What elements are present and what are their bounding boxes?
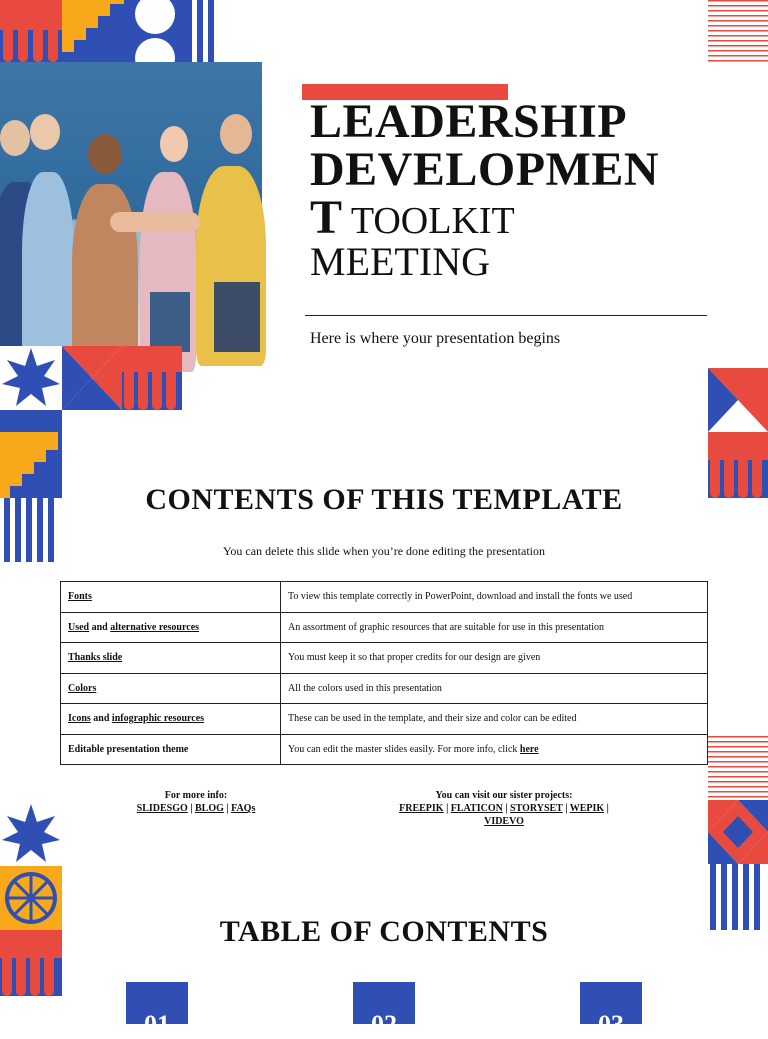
decor-right-lower — [708, 800, 768, 930]
table-cell-label — [61, 673, 281, 704]
freepik-link[interactable]: FREEPIK — [399, 803, 444, 814]
contents-table — [60, 581, 708, 765]
red-pill-pattern — [0, 0, 62, 62]
more-info-label: For more info: — [164, 790, 228, 801]
table-row — [61, 704, 708, 735]
here-link[interactable]: here — [519, 743, 539, 755]
faqs-link[interactable]: FAQs — [231, 803, 256, 814]
toc-number-box: 03 — [580, 982, 642, 1024]
table-cell-desc — [281, 734, 708, 765]
table-cell-desc: You must keep it so that proper credits for our design are given — [281, 643, 708, 674]
storyset-link[interactable]: STORYSET — [510, 803, 563, 814]
table-cell-desc: All the colors used in this presentation — [281, 673, 708, 704]
toc-heading: TABLE OF CONTENTS — [219, 915, 549, 948]
alternative-resources-link[interactable]: alternative resources — [110, 621, 200, 633]
wepik-link[interactable]: WEPIK — [569, 803, 605, 814]
circle-pattern — [124, 0, 186, 62]
used-link[interactable]: Used — [68, 621, 90, 633]
contents-heading: CONTENTS OF THIS TEMPLATE — [145, 483, 623, 516]
table-cell-label — [61, 612, 281, 643]
separator-trailing: | — [604, 803, 609, 814]
separator: | — [187, 803, 195, 814]
separator: | — [443, 803, 451, 814]
sister-projects-links-2 — [378, 815, 630, 828]
blog-link[interactable]: BLOG — [194, 803, 224, 814]
decor-top-left — [0, 0, 218, 62]
red-lines-right-lower — [708, 736, 768, 800]
stairs-pattern — [62, 0, 124, 62]
flaticon-link[interactable]: FLATICON — [450, 803, 503, 814]
team-photo — [0, 62, 262, 346]
decor-right-middle — [708, 368, 768, 498]
colors-link[interactable]: Colors — [68, 682, 97, 694]
sister-projects — [378, 789, 630, 828]
table-row — [61, 582, 708, 613]
title-line-3-bold: T — [310, 191, 343, 244]
title-line-4: MEETING — [310, 239, 490, 284]
separator: | — [502, 803, 511, 814]
title-line-2: DEVELOPMEN — [310, 143, 660, 196]
slidesgo-link[interactable]: SLIDESGO — [136, 803, 188, 814]
icons-link[interactable]: Icons — [68, 713, 91, 725]
desc-text: You can edit the master slides easily. For more info, click — [288, 743, 520, 755]
separator: | — [562, 803, 570, 814]
table-cell-label — [61, 643, 281, 674]
infographic-resources-link[interactable]: infographic resources — [111, 713, 205, 725]
title-line-3-thin: TOOLKIT — [342, 200, 515, 242]
table-cell-desc: To view this template correctly in PowerPoint, download and install the fonts we used — [281, 582, 708, 613]
more-info-links — [110, 802, 282, 815]
table-cell-label — [61, 704, 281, 735]
contents-subtitle: You can delete this slide when you’re done editing the presentation — [222, 544, 546, 558]
table-row — [61, 734, 708, 765]
toc-number-box: 01 — [126, 982, 188, 1024]
decor-left-bottom — [0, 802, 62, 1024]
table-row — [61, 673, 708, 704]
label-connector: and — [90, 713, 112, 725]
videvo-link[interactable]: VIDEVO — [484, 816, 524, 827]
red-lines-top-right — [708, 0, 768, 64]
table-row — [61, 612, 708, 643]
toc-number-box: 02 — [353, 982, 415, 1024]
fonts-link[interactable]: Fonts — [68, 591, 92, 603]
table-cell-label: Editable presentation theme — [61, 734, 281, 765]
sister-projects-links — [378, 802, 630, 815]
separator: | — [223, 803, 232, 814]
label-connector: and — [89, 621, 111, 633]
title-line-3 — [310, 191, 730, 244]
blue-stripes — [186, 0, 218, 62]
decor-left-middle — [0, 346, 182, 410]
table-row — [61, 643, 708, 674]
title-divider — [305, 315, 707, 316]
cover-subtitle: Here is where your presentation begins — [310, 330, 561, 347]
table-cell-desc: These can be used in the template, and their size and color can be edited — [281, 704, 708, 735]
title-line-1: LEADERSHIP — [310, 95, 628, 148]
sister-projects-label: You can visit our sister projects: — [435, 790, 573, 801]
cover-title — [310, 95, 730, 284]
more-info — [110, 789, 282, 815]
table-cell-label — [61, 582, 281, 613]
thanks-slide-link[interactable]: Thanks slide — [68, 652, 123, 664]
table-cell-desc: An assortment of graphic resources that are suitable for use in this presentation — [281, 612, 708, 643]
